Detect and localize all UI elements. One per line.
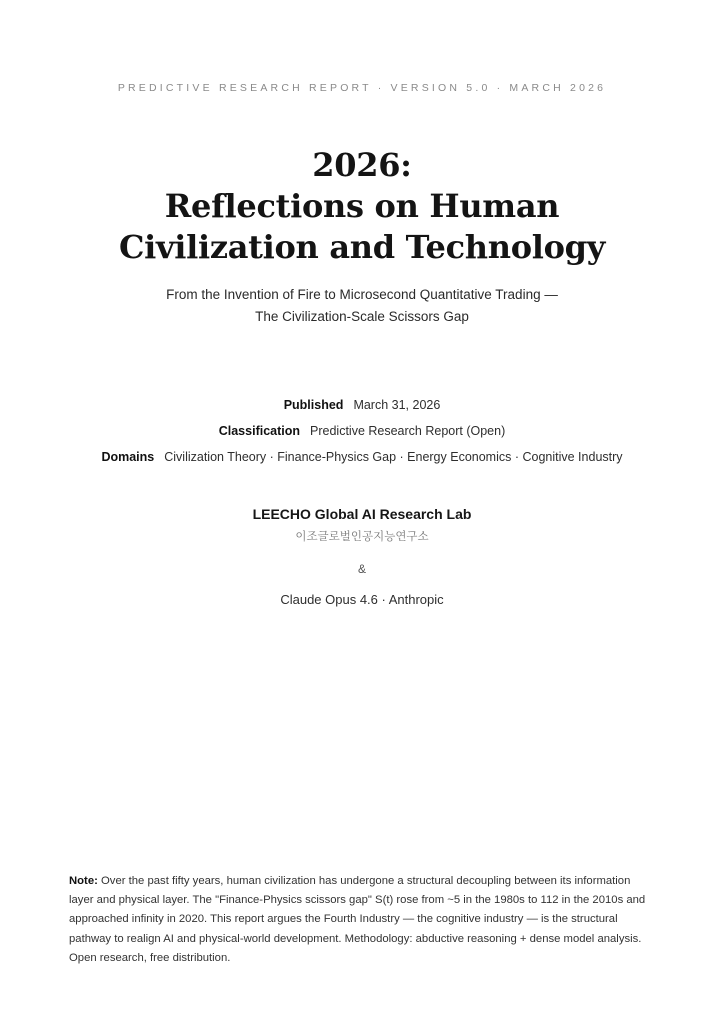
lab-name-korean: 이조글로벌인공지능연구소: [295, 531, 429, 543]
note-text: Over the past fifty years, human civilization has undergone a structural decoupling between its information layer and physical layer. The "Finance-Physics scissors gap" S(t) rose from ~5 in the 1980s to 112 in the 2010s and approached infinity in 2020. This report argues the Fourth Industry — the cognitive industry — is the structural pathway to realign AI and physical-world development. Methodology: abductive reasoning + dense model analysis. Open research, free distribution.: [69, 875, 646, 964]
title-line-3: Civilization and Technology: [118, 228, 606, 266]
abstract-note: [69, 872, 657, 968]
report-title: [0, 145, 724, 268]
report-subtitle: [0, 284, 724, 328]
subtitle-line-2: The Civilization-Scale Scissors Gap: [255, 309, 469, 324]
meta-classification: [0, 424, 724, 438]
title-line-2: Reflections on Human: [164, 187, 560, 225]
published-value: March 31, 2026: [353, 398, 441, 412]
classification-label: Classification: [218, 424, 301, 438]
domains-value: Civilization Theory · Finance-Physics Gap · Energy Economics · Cognitive Industry: [164, 450, 623, 464]
domains-label: Domains: [101, 450, 155, 464]
report-kicker: PREDICTIVE RESEARCH REPORT · VERSION 5.0 · MARCH 2026: [117, 82, 607, 94]
note-label: Note:: [69, 875, 98, 887]
meta-domains: [0, 450, 724, 464]
classification-value: Predictive Research Report (Open): [310, 424, 506, 438]
title-line-1: 2026:: [312, 146, 412, 184]
meta-published: [0, 398, 724, 412]
subtitle-line-1: From the Invention of Fire to Microsecond Quantitative Trading —: [166, 287, 558, 302]
partner-name: Claude Opus 4.6 · Anthropic: [280, 592, 444, 607]
author-ampersand: &: [357, 562, 366, 576]
lab-name: LEECHO Global AI Research Lab: [252, 506, 472, 522]
published-label: Published: [283, 398, 344, 412]
